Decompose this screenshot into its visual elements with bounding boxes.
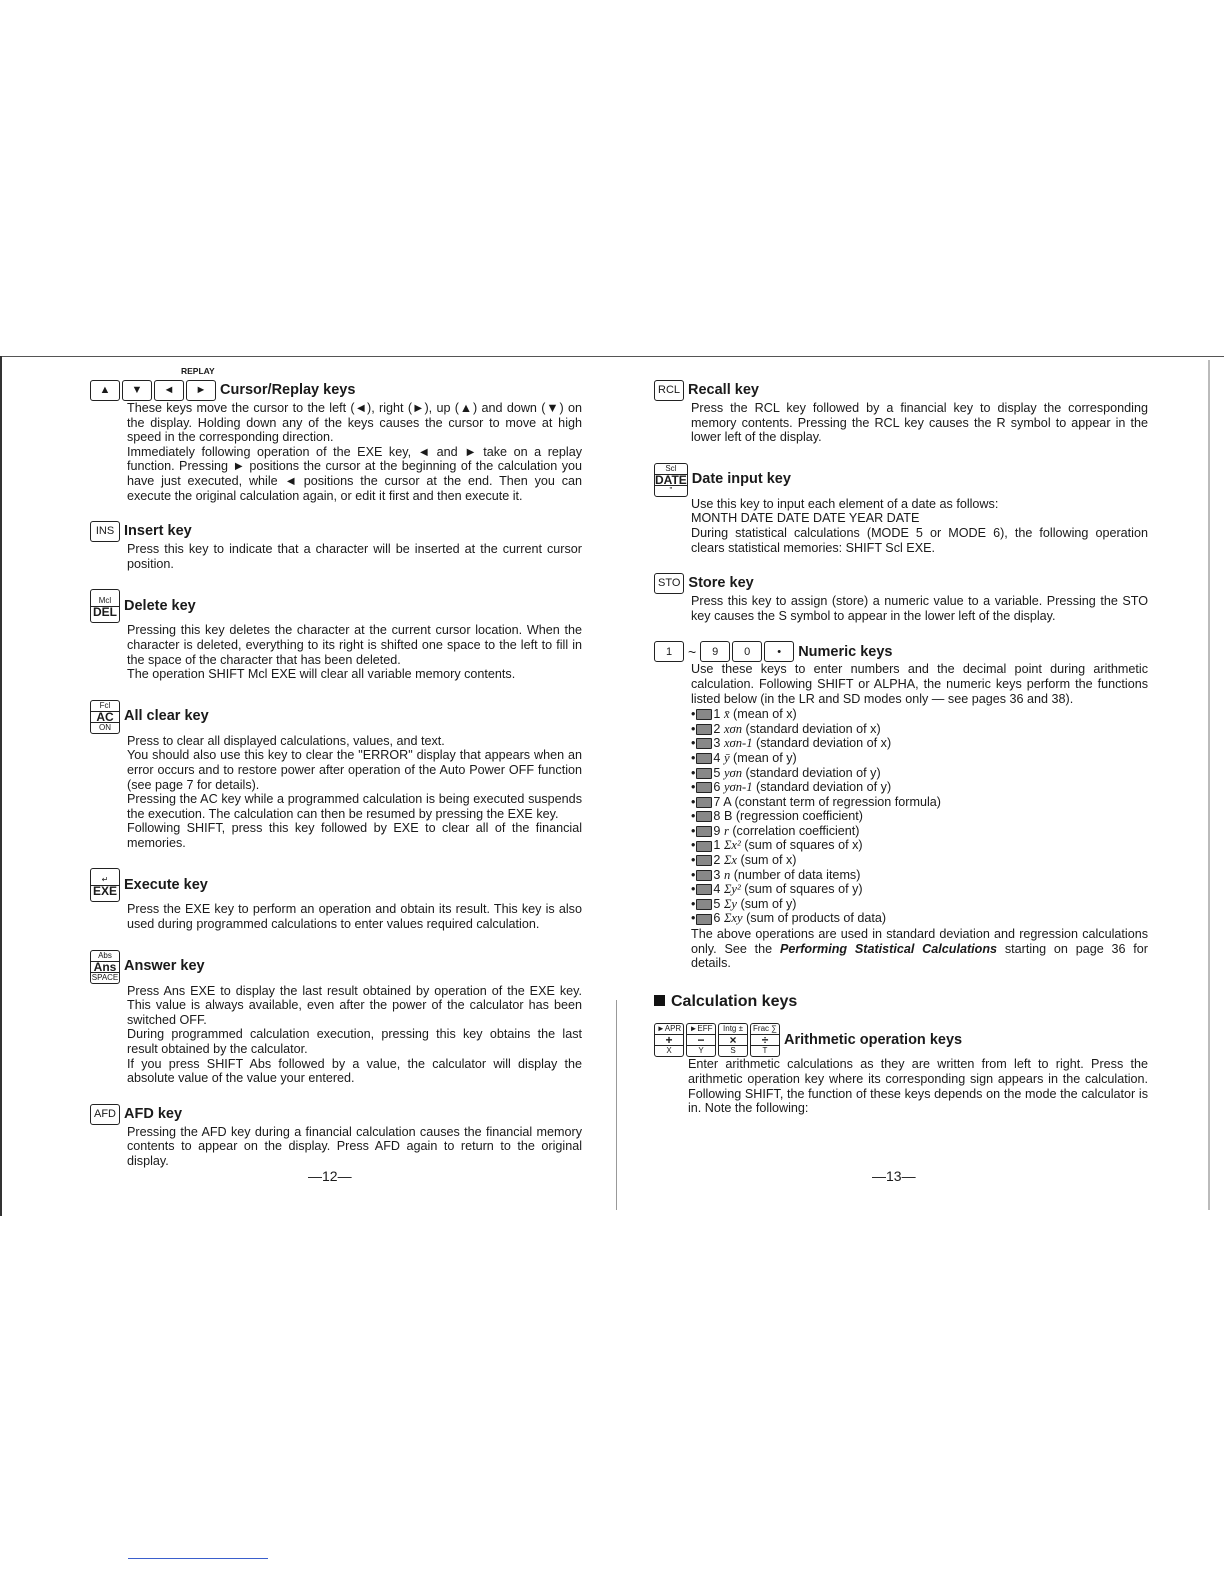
store-section (654, 573, 1148, 623)
delete-title: Delete key (124, 598, 196, 615)
afd-section (90, 1104, 582, 1169)
date-key (654, 463, 688, 497)
scan-edge-top (0, 356, 1224, 357)
list-item: • 2 xσn (standard deviation of x) (691, 721, 881, 736)
shift-key-icon (696, 826, 712, 837)
execute-text: Press the EXE key to perform an operation and obtain its result. This key is also used during programmed calculations to enter values required calculation. (127, 902, 582, 932)
del-key-top: Mcl (91, 596, 119, 607)
answer-title: Answer key (124, 958, 205, 975)
execute-section (90, 868, 582, 931)
ans-line-1: Press Ans EXE to display the last result obtained by operation of the EXE key. This value is always available, even after the power of the calculator has been switched OFF. (127, 983, 582, 1027)
ans-key-bottom: SPACE (91, 972, 119, 982)
scan-edge-left (0, 356, 2, 1216)
ac-key-main: AC (96, 709, 114, 724)
key-point: • (764, 641, 794, 662)
list-item: • 5 Σy (sum of y) (691, 896, 797, 911)
all-clear-section (90, 700, 582, 851)
recall-title: Recall key (688, 382, 759, 399)
ac-line-3: Pressing the AC key while a programmed calculation is being executed suspends the execution. The calculation can then be resumed by pressing the EXE key. (127, 792, 582, 821)
cursor-text2: Immediately following operation of the EXE key, ◄ and ► take on a replay function. Pressing ► positions the cursor at the beginning of the calculation you have just executed, while ◄ positions the cursor at the end. Then you can execute the original calculation again, or edit it first and then execute it. (127, 444, 582, 503)
plus-key: ►APR + X (654, 1023, 684, 1057)
list-item: • 4 Σy² (sum of squares of y) (691, 882, 863, 897)
afd-key: AFD (90, 1104, 120, 1125)
ac-line-1: Press to clear all displayed calculations, values, and text. (127, 733, 445, 748)
insert-text: Press this key to indicate that a character will be inserted at the current cursor position. (127, 542, 582, 571)
del-key (90, 589, 120, 623)
ac-key (90, 700, 120, 734)
key-1: 1 (654, 641, 684, 662)
exe-key (90, 868, 120, 902)
store-title: Store key (688, 575, 754, 592)
ac-key-top: Fcl (91, 701, 119, 712)
date-key-main: DATE (655, 472, 687, 487)
shift-key-icon (696, 738, 712, 749)
list-item: • 4 ȳ (mean of y) (691, 750, 797, 765)
execute-title: Execute key (124, 877, 208, 894)
shift-key-icon (696, 768, 712, 779)
alpha-key-icon (696, 899, 712, 910)
shift-key-icon (696, 753, 712, 764)
list-item: • 9 r (correlation coefficient) (691, 823, 860, 838)
list-item: • 3 n (number of data items) (691, 867, 861, 882)
date-section (654, 463, 1148, 555)
multiply-key: Intg ± × S (718, 1023, 748, 1057)
arithmetic-text: Enter arithmetic calculations as they are written from left to right. Press the arithmetic operation key where its corresponding sign appears in the calculation. Following SHIFT, the function of these keys depends on the mode the calculator is in. Note the following: (688, 1057, 1148, 1116)
square-bullet-icon (654, 995, 665, 1006)
right-key: ► (186, 380, 216, 401)
numeric-function-list (691, 707, 1148, 926)
delete-text: Pressing this key deletes the character at the current cursor location. When the character is deleted, everything to its right is shifted one space to the left to fill in the space of the character that has been deleted. (127, 623, 582, 667)
scan-edge-right (1208, 360, 1210, 1210)
shift-key-icon (696, 724, 712, 735)
minus-key: ►EFF − Y (686, 1023, 716, 1057)
afd-title: AFD key (124, 1106, 183, 1123)
answer-section (90, 950, 582, 1086)
scan-gutter (616, 1000, 617, 1210)
page-number-13: —13— (872, 1168, 916, 1184)
ac-line-2: You should also use this key to clear the "ERROR" display that appears when an error occurs and to restore power after operation of the Auto Power OFF function (see page 7 for details). (127, 748, 582, 792)
left-key: ◄ (154, 380, 184, 401)
del-key-main: DEL (93, 604, 117, 619)
cursor-text: These keys move the cursor to the left (◄), right (►), up (▲) and down (▼) on the display. Holding down any of the keys causes the cursor to move at high speed in the corresponding direction. (127, 401, 582, 445)
divide-key: Frac ∑ ÷ T (750, 1023, 780, 1057)
ans-key (90, 950, 120, 984)
list-item: • 5 yσn (standard deviation of y) (691, 765, 881, 780)
date-key-top: Scl (655, 464, 687, 475)
shift-key-icon (696, 797, 712, 808)
alpha-key-icon (696, 841, 712, 852)
insert-section (90, 521, 582, 571)
cursor-replay-section (90, 366, 582, 503)
ac-line-4: Following SHIFT, press this key followed by EXE to clear all of the financial memories. (127, 821, 582, 850)
list-item: • 6 Σxy (sum of products of data) (691, 911, 887, 926)
list-item: • 1 Σx² (sum of squares of x) (691, 838, 863, 853)
date-title: Date input key (691, 471, 791, 488)
delete-text2: The operation SHIFT Mcl EXE will clear all variable memory contents. (127, 667, 516, 682)
alpha-key-icon (696, 884, 712, 895)
ac-key-bottom: ON (91, 722, 119, 733)
recall-section (654, 380, 1148, 445)
exe-key-top: ↵ (91, 875, 119, 886)
cursor-title: Cursor/Replay keys (220, 382, 356, 399)
shift-key-icon (696, 811, 712, 822)
numeric-text2: The above operations are used in standard deviation and regression calculations only. See the Performing Statistical Calculations starting on page 36 for details. (691, 927, 1148, 971)
date-line-2: MONTH DATE DATE DATE YEAR DATE (691, 511, 920, 526)
ins-key: INS (90, 521, 120, 542)
ans-key-top: Abs (91, 951, 119, 962)
delete-section (90, 589, 582, 681)
alpha-key-icon (696, 914, 712, 925)
afd-text: Pressing the AFD key during a financial calculation causes the financial memory contents to appear on the display. Press AFD again to return to the original display. (127, 1124, 582, 1168)
date-line-1: Use this key to input each element of a date as follows: (691, 496, 999, 511)
rcl-key: RCL (654, 380, 684, 401)
right-page (654, 380, 1148, 1134)
date-line-3: During statistical calculations (MODE 5 or MODE 6), the following operation clears statistical memories: SHIFT Scl EXE. (691, 525, 1148, 555)
key-9: 9 (700, 641, 730, 662)
list-item: • 3 xσn-1 (standard deviation of x) (691, 736, 892, 751)
list-item: • 1 x̄ (mean of x) (691, 707, 797, 722)
list-item: • 6 yσn-1 (standard deviation of y) (691, 780, 892, 795)
arithmetic-section (654, 1023, 1148, 1115)
page-number-12: —12— (308, 1168, 352, 1184)
shift-key-icon (696, 709, 712, 720)
list-item: • 7 A (constant term of regression formula) (691, 794, 941, 809)
ans-key-main: Ans (93, 959, 117, 974)
calculation-keys-heading: Calculation keys (654, 995, 1148, 1010)
exe-key-main: EXE (92, 883, 117, 898)
alpha-key-icon (696, 870, 712, 881)
scan-underline (128, 1558, 268, 1559)
ans-line-2: During programmed calculation execution, pressing this key obtains the last result obtained by the calculator. (127, 1027, 582, 1057)
numeric-title: Numeric keys (798, 643, 893, 660)
arithmetic-title: Arithmetic operation keys (784, 1032, 963, 1049)
key-0: 0 (732, 641, 762, 662)
alpha-key-icon (696, 855, 712, 866)
numeric-text: Use these keys to enter numbers and the decimal point during arithmetic calculation. Following SHIFT or ALPHA, the numeric keys perform the functions listed below (in the LR and SD modes only — see pages 36 and 38). (691, 662, 1148, 706)
sto-key: STO (654, 573, 684, 594)
up-key: ▲ (90, 380, 120, 401)
recall-text: Press the RCL key followed by a financial key to display the corresponding memory contents. Pressing the RCL key causes the R symbol to appear in the lower left of the display. (691, 401, 1148, 445)
numeric-section (654, 641, 1148, 970)
date-key-bottom: " (655, 485, 687, 496)
ans-line-3: If you press SHIFT Abs followed by a value, the calculator will display the absolute value of the value your entered. (127, 1056, 582, 1086)
left-page (90, 366, 582, 1187)
down-key: ▼ (122, 380, 152, 401)
store-text: Press this key to assign (store) a numeric value to a variable. Pressing the STO key causes the S symbol to appear in the lower left of the display. (691, 594, 1148, 623)
list-item: • 8 B (regression coefficient) (691, 809, 864, 824)
insert-title: Insert key (124, 523, 192, 540)
list-item: • 2 Σx (sum of x) (691, 853, 797, 868)
replay-label: REPLAY (181, 366, 215, 376)
shift-key-icon (696, 782, 712, 793)
all-clear-title: All clear key (124, 708, 209, 725)
tilde: ~ (688, 643, 697, 660)
